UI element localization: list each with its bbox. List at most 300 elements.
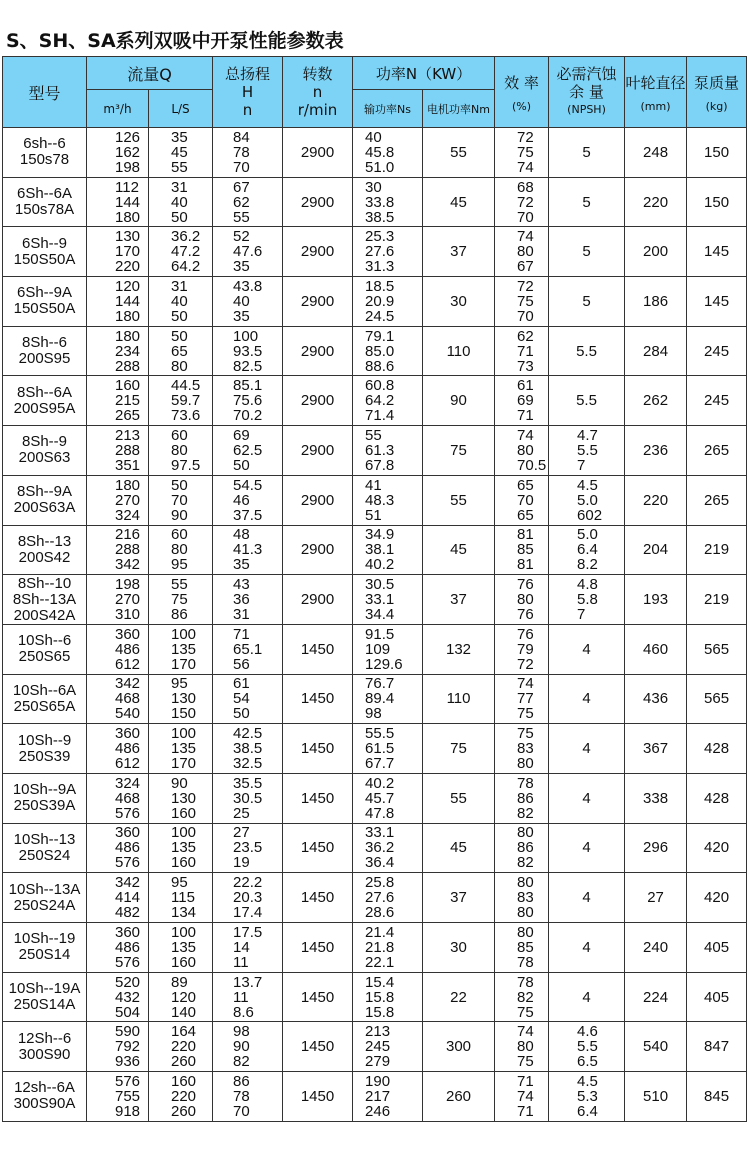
header-npsh — [549, 57, 625, 128]
cell-head-value: 65.1 — [233, 640, 263, 658]
cell-efficiency — [495, 873, 549, 923]
cell-head-value: 70 — [233, 158, 250, 176]
cell-head-value: 41.3 — [233, 541, 263, 559]
cell-head-value: 31 — [233, 606, 250, 624]
cell-head-value: 42.5 — [233, 725, 263, 743]
cell-motor-power: 110 — [423, 674, 495, 724]
cell-flow-ls-value: 60 — [171, 526, 188, 544]
cell-head — [213, 1022, 283, 1072]
cell-flow-m3 — [87, 128, 149, 178]
cell-efficiency-value: 80 — [517, 243, 534, 261]
cell-flow-m3-value: 612 — [115, 755, 141, 773]
cell-flow-m3-value: 468 — [115, 789, 141, 807]
cell-head — [213, 376, 283, 426]
cell-motor-power: 30 — [423, 923, 495, 973]
cell-efficiency — [495, 575, 549, 625]
header-efficiency-label: 效 率 — [504, 74, 539, 92]
performance-table-container — [2, 56, 746, 1122]
cell-flow-m3 — [87, 525, 149, 575]
cell-head-value: 30.5 — [233, 789, 263, 807]
cell-head-value: 11 — [233, 953, 249, 971]
page-title: S、SH、SA系列双吸中开泵性能参数表 — [6, 30, 344, 52]
cell-flow-ls — [149, 376, 213, 426]
cell-shaft-power — [353, 227, 423, 277]
cell-head-value: 43.8 — [233, 277, 263, 295]
cell-npsh-value: 5 — [582, 292, 591, 310]
header-speed-sub2: r/min — [297, 101, 338, 119]
cell-flow-m3 — [87, 227, 149, 277]
cell-efficiency-value: 75 — [517, 705, 534, 723]
cell-weight: 428 — [687, 724, 747, 774]
cell-impeller: 510 — [625, 1072, 687, 1122]
cell-shaft-power-value: 246 — [365, 1102, 391, 1120]
model-name: 8Sh--13A — [12, 590, 77, 608]
performance-table — [2, 56, 747, 1122]
cell-flow-ls-value: 59.7 — [171, 392, 201, 410]
cell-flow-m3-value: 234 — [115, 342, 141, 360]
cell-flow-ls-value: 160 — [171, 804, 197, 822]
cell-head-value: 85.1 — [233, 377, 263, 395]
cell-shaft-power-value: 34.4 — [365, 606, 395, 624]
cell-shaft-power-value: 61.5 — [365, 740, 395, 758]
header-power: 功率N（KW） — [353, 57, 495, 90]
cell-shaft-power-value: 213 — [365, 1023, 391, 1041]
cell-efficiency-value: 68 — [517, 178, 534, 196]
cell-flow-m3-value: 180 — [115, 208, 141, 226]
cell-shaft-power-value: 20.9 — [365, 292, 395, 310]
table-row — [3, 923, 747, 973]
cell-motor-power: 300 — [423, 1022, 495, 1072]
cell-flow-m3-value: 432 — [115, 988, 141, 1006]
cell-weight: 145 — [687, 277, 747, 327]
cell-head-value: 22.2 — [233, 874, 263, 892]
cell-impeller: 284 — [625, 326, 687, 376]
cell-shaft-power — [353, 624, 423, 674]
cell-motor-power: 55 — [423, 475, 495, 525]
cell-efficiency-value: 78 — [517, 774, 534, 792]
cell-head-value: 86 — [233, 1072, 250, 1090]
cell-flow-ls-value: 170 — [171, 655, 197, 673]
cell-flow-m3 — [87, 624, 149, 674]
cell-head-value: 35 — [233, 307, 250, 325]
cell-npsh-value: 7 — [577, 456, 586, 474]
cell-npsh-value: 4 — [582, 938, 591, 956]
cell-head-value: 62 — [233, 193, 250, 211]
cell-shaft-power — [353, 873, 423, 923]
cell-flow-m3-value: 468 — [115, 690, 141, 708]
cell-head-value: 17.4 — [233, 904, 263, 922]
table-row — [3, 376, 747, 426]
cell-head-value: 90 — [233, 1038, 250, 1056]
cell-head — [213, 873, 283, 923]
cell-npsh — [549, 426, 625, 476]
model-name: 8Sh--10 — [17, 574, 72, 592]
cell-flow-ls-value: 170 — [171, 755, 197, 773]
cell-speed: 2900 — [283, 277, 353, 327]
cell-flow-ls-value: 134 — [171, 904, 197, 922]
cell-head-value: 78 — [233, 1087, 250, 1105]
cell-shaft-power-value: 279 — [365, 1053, 391, 1071]
cell-impeller: 236 — [625, 426, 687, 476]
cell-npsh — [549, 823, 625, 873]
cell-efficiency-value: 70 — [517, 491, 534, 509]
cell-flow-m3-value: 270 — [115, 591, 141, 609]
cell-motor-power: 260 — [423, 1072, 495, 1122]
cell-efficiency-value: 80 — [517, 755, 534, 773]
cell-head-value: 36 — [233, 591, 250, 609]
table-row — [3, 724, 747, 774]
cell-flow-ls-value: 64.2 — [171, 258, 201, 276]
cell-flow-m3 — [87, 426, 149, 476]
header-weight — [687, 57, 747, 128]
cell-flow-m3-value: 486 — [115, 740, 141, 758]
cell-flow-ls-value: 70 — [171, 491, 188, 509]
cell-flow-m3 — [87, 277, 149, 327]
cell-head — [213, 475, 283, 525]
cell-flow-ls-value: 260 — [171, 1102, 197, 1120]
cell-flow-ls — [149, 475, 213, 525]
cell-shaft-power-value: 91.5 — [365, 625, 395, 643]
header-weight-unit: (kg) — [705, 100, 728, 113]
cell-flow-m3 — [87, 326, 149, 376]
table-row — [3, 1022, 747, 1072]
model-name: 250S39A — [13, 797, 76, 815]
cell-head-value: 84 — [233, 128, 250, 146]
cell-model — [3, 128, 87, 178]
cell-head-value: 70 — [233, 1102, 250, 1120]
cell-head — [213, 525, 283, 575]
cell-flow-m3-value: 612 — [115, 655, 141, 673]
cell-shaft-power-value: 48.3 — [365, 491, 395, 509]
cell-shaft-power-value: 98 — [365, 705, 382, 723]
cell-flow-ls-value: 160 — [171, 953, 197, 971]
cell-flow-ls-value: 120 — [171, 988, 197, 1006]
model-name: 200S63 — [18, 449, 71, 467]
cell-shaft-power-value: 190 — [365, 1072, 391, 1090]
cell-head-value: 8.6 — [233, 1003, 254, 1021]
cell-speed: 1450 — [283, 823, 353, 873]
cell-npsh-value: 5.5 — [577, 441, 598, 459]
cell-shaft-power — [353, 376, 423, 426]
cell-npsh — [549, 525, 625, 575]
cell-flow-ls-value: 65 — [171, 342, 188, 360]
cell-flow-m3-value: 504 — [115, 1003, 141, 1021]
cell-impeller: 193 — [625, 575, 687, 625]
cell-npsh — [549, 1022, 625, 1072]
cell-flow-ls-value: 44.5 — [171, 377, 201, 395]
model-name: 12sh--6A — [14, 1079, 75, 1097]
header-power-motor: 电机功率Nm — [423, 90, 495, 128]
cell-efficiency-value: 73 — [517, 357, 534, 375]
cell-efficiency-value: 80 — [517, 824, 534, 842]
cell-flow-ls-value: 260 — [171, 1053, 197, 1071]
cell-efficiency-value: 85 — [517, 541, 534, 559]
cell-flow-m3 — [87, 376, 149, 426]
cell-npsh — [549, 972, 625, 1022]
cell-flow-m3-value: 360 — [115, 625, 141, 643]
cell-motor-power: 45 — [423, 823, 495, 873]
cell-model — [3, 227, 87, 277]
cell-shaft-power — [353, 326, 423, 376]
cell-flow-m3-value: 520 — [115, 973, 141, 991]
header-speed-sub1: n — [312, 83, 323, 101]
model-name: 300S90 — [18, 1045, 71, 1063]
model-name: 8Sh--6A — [16, 383, 73, 401]
cell-efficiency-value: 70 — [517, 307, 534, 325]
table-row — [3, 674, 747, 724]
cell-efficiency-value: 61 — [517, 377, 534, 395]
cell-flow-ls-value: 55 — [171, 576, 188, 594]
cell-flow-ls-value: 50 — [171, 307, 188, 325]
cell-impeller: 220 — [625, 177, 687, 227]
cell-efficiency-value: 74 — [517, 228, 534, 246]
cell-flow-ls — [149, 426, 213, 476]
cell-flow-m3-value: 162 — [115, 143, 141, 161]
cell-shaft-power-value: 47.8 — [365, 804, 395, 822]
cell-head-value: 100 — [233, 327, 259, 345]
cell-shaft-power-value: 30 — [365, 178, 382, 196]
cell-flow-m3-value: 180 — [115, 476, 141, 494]
cell-impeller: 27 — [625, 873, 687, 923]
cell-efficiency-value: 70 — [517, 208, 534, 226]
cell-impeller: 240 — [625, 923, 687, 973]
cell-flow-ls-value: 35 — [171, 128, 188, 146]
cell-efficiency-value: 76 — [517, 625, 534, 643]
cell-flow-ls-value: 40 — [171, 292, 188, 310]
table-row — [3, 277, 747, 327]
cell-flow-m3-value: 342 — [115, 556, 141, 574]
cell-speed: 1450 — [283, 624, 353, 674]
cell-flow-m3-value: 540 — [115, 705, 141, 723]
cell-head-value: 35.5 — [233, 774, 263, 792]
cell-motor-power: 45 — [423, 177, 495, 227]
cell-impeller: 460 — [625, 624, 687, 674]
cell-npsh — [549, 326, 625, 376]
cell-flow-ls-value: 220 — [171, 1087, 197, 1105]
cell-flow-ls-value: 160 — [171, 854, 197, 872]
cell-head — [213, 823, 283, 873]
cell-shaft-power-value: 55 — [365, 426, 382, 444]
cell-model — [3, 475, 87, 525]
model-name: 8Sh--9A — [16, 483, 73, 501]
cell-weight: 150 — [687, 128, 747, 178]
cell-flow-ls — [149, 277, 213, 327]
cell-npsh-value: 4.5 — [577, 476, 598, 494]
model-name: 10Sh--19 — [13, 930, 76, 948]
model-name: 12Sh--6 — [17, 1029, 72, 1047]
cell-efficiency-value: 78 — [517, 953, 534, 971]
cell-head — [213, 674, 283, 724]
cell-flow-ls-value: 89 — [171, 973, 188, 991]
cell-efficiency-value: 72 — [517, 655, 534, 673]
cell-head-value: 37.5 — [233, 506, 263, 524]
cell-motor-power: 55 — [423, 128, 495, 178]
cell-shaft-power-value: 41 — [365, 476, 382, 494]
cell-npsh-value: 4.6 — [577, 1023, 598, 1041]
header-impeller — [625, 57, 687, 128]
cell-efficiency-value: 74 — [517, 1087, 534, 1105]
table-row — [3, 177, 747, 227]
cell-shaft-power-value: 25.3 — [365, 228, 395, 246]
cell-shaft-power-value: 45.7 — [365, 789, 395, 807]
cell-npsh — [549, 376, 625, 426]
cell-npsh-value: 5.5 — [576, 342, 597, 360]
table-row — [3, 525, 747, 575]
cell-shaft-power-value: 24.5 — [365, 307, 395, 325]
cell-npsh — [549, 624, 625, 674]
cell-flow-ls — [149, 724, 213, 774]
cell-efficiency-value: 82 — [517, 988, 534, 1006]
cell-weight: 219 — [687, 575, 747, 625]
cell-flow-m3-value: 324 — [115, 774, 141, 792]
cell-flow-m3-value: 792 — [115, 1038, 141, 1056]
cell-speed: 2900 — [283, 326, 353, 376]
cell-shaft-power-value: 15.8 — [365, 1003, 395, 1021]
cell-npsh-value: 5.5 — [576, 392, 597, 410]
cell-npsh — [549, 177, 625, 227]
cell-shaft-power-value: 38.5 — [365, 208, 395, 226]
cell-flow-ls-value: 220 — [171, 1038, 197, 1056]
cell-model — [3, 674, 87, 724]
cell-shaft-power-value: 36.4 — [365, 854, 395, 872]
cell-efficiency — [495, 972, 549, 1022]
cell-weight: 245 — [687, 326, 747, 376]
cell-shaft-power-value: 40.2 — [365, 774, 395, 792]
cell-shaft-power-value: 109 — [365, 640, 391, 658]
table-row — [3, 227, 747, 277]
cell-shaft-power-value: 15.8 — [365, 988, 395, 1006]
cell-flow-ls-value: 160 — [171, 1072, 197, 1090]
cell-npsh-value: 4 — [582, 889, 591, 907]
cell-npsh — [549, 873, 625, 923]
model-name: 8Sh--13 — [17, 532, 72, 550]
cell-npsh-value: 5 — [582, 143, 591, 161]
cell-weight: 565 — [687, 674, 747, 724]
cell-head-value: 35 — [233, 258, 250, 276]
cell-npsh-value: 5 — [582, 193, 591, 211]
cell-shaft-power-value: 34.9 — [365, 526, 395, 544]
cell-efficiency-value: 72 — [517, 277, 534, 295]
cell-efficiency-value: 65 — [517, 506, 534, 524]
cell-shaft-power-value: 27.6 — [365, 889, 395, 907]
cell-flow-ls-value: 135 — [171, 640, 197, 658]
cell-model — [3, 923, 87, 973]
cell-flow-ls — [149, 674, 213, 724]
cell-flow-ls-value: 31 — [171, 178, 188, 196]
cell-impeller: 204 — [625, 525, 687, 575]
cell-flow-m3-value: 576 — [115, 953, 141, 971]
cell-motor-power: 55 — [423, 773, 495, 823]
cell-flow-m3-value: 144 — [115, 292, 141, 310]
cell-flow-ls — [149, 525, 213, 575]
cell-impeller: 296 — [625, 823, 687, 873]
header-speed — [283, 57, 353, 128]
cell-impeller: 436 — [625, 674, 687, 724]
cell-motor-power: 132 — [423, 624, 495, 674]
cell-head — [213, 575, 283, 625]
cell-efficiency-value: 71 — [517, 1072, 534, 1090]
cell-flow-ls-value: 140 — [171, 1003, 197, 1021]
cell-efficiency — [495, 326, 549, 376]
cell-head-value: 43 — [233, 576, 250, 594]
model-name: 6Sh--9 — [21, 234, 68, 252]
model-name: 250S39 — [18, 747, 71, 765]
cell-efficiency-value: 72 — [517, 193, 534, 211]
cell-flow-m3-value: 180 — [115, 327, 141, 345]
cell-flow-m3-value: 755 — [115, 1087, 141, 1105]
cell-flow-m3-value: 198 — [115, 576, 141, 594]
cell-flow-ls — [149, 624, 213, 674]
cell-efficiency-value: 81 — [517, 526, 534, 544]
cell-shaft-power-value: 27.6 — [365, 243, 395, 261]
cell-efficiency-value: 75 — [517, 292, 534, 310]
cell-flow-ls — [149, 1022, 213, 1072]
cell-speed: 1450 — [283, 724, 353, 774]
cell-efficiency — [495, 426, 549, 476]
cell-flow-m3-value: 576 — [115, 1072, 141, 1090]
cell-efficiency — [495, 823, 549, 873]
cell-speed: 2900 — [283, 475, 353, 525]
cell-motor-power: 75 — [423, 724, 495, 774]
cell-shaft-power — [353, 426, 423, 476]
cell-flow-ls-value: 100 — [171, 824, 197, 842]
cell-shaft-power-value: 88.6 — [365, 357, 395, 375]
cell-flow-m3 — [87, 674, 149, 724]
cell-head-value: 55 — [233, 208, 250, 226]
cell-head-value: 82 — [233, 1053, 250, 1071]
cell-flow-ls-value: 164 — [171, 1023, 197, 1041]
cell-head-value: 93.5 — [233, 342, 263, 360]
cell-head-value: 47.6 — [233, 243, 263, 261]
table-row — [3, 475, 747, 525]
cell-shaft-power-value: 38.1 — [365, 541, 395, 559]
cell-flow-ls-value: 95 — [171, 874, 188, 892]
model-name: 10Sh--6A — [12, 681, 77, 699]
cell-impeller: 186 — [625, 277, 687, 327]
cell-flow-ls-value: 95 — [171, 556, 188, 574]
header-power-shaft: 输功率Ns — [353, 90, 423, 128]
cell-efficiency-value: 74 — [517, 426, 534, 444]
cell-efficiency-value: 82 — [517, 804, 534, 822]
cell-flow-m3-value: 130 — [115, 228, 141, 246]
cell-motor-power: 110 — [423, 326, 495, 376]
cell-flow-m3 — [87, 923, 149, 973]
cell-flow-m3-value: 576 — [115, 804, 141, 822]
cell-head-value: 11 — [233, 988, 249, 1006]
cell-head-value: 50 — [233, 456, 250, 474]
cell-shaft-power — [353, 177, 423, 227]
cell-flow-ls-value: 47.2 — [171, 243, 201, 261]
cell-flow-ls-value: 90 — [171, 506, 188, 524]
model-name: 150S50A — [13, 300, 76, 318]
cell-flow-ls-value: 36.2 — [171, 228, 201, 246]
cell-efficiency-value: 78 — [517, 973, 534, 991]
cell-npsh-value: 7 — [577, 606, 586, 624]
cell-flow-ls-value: 50 — [171, 476, 188, 494]
cell-head-value: 62.5 — [233, 441, 263, 459]
model-name: 10Sh--13A — [8, 880, 81, 898]
cell-efficiency-value: 80 — [517, 874, 534, 892]
cell-shaft-power-value: 21.4 — [365, 923, 395, 941]
cell-efficiency-value: 71 — [517, 407, 534, 425]
cell-head-value: 35 — [233, 556, 250, 574]
cell-efficiency-value: 71 — [517, 1102, 534, 1120]
cell-shaft-power-value: 31.3 — [365, 258, 395, 276]
model-name: 250S65A — [13, 697, 76, 715]
cell-efficiency-value: 74 — [517, 1023, 534, 1041]
cell-flow-ls-value: 80 — [171, 541, 188, 559]
cell-head — [213, 1072, 283, 1122]
